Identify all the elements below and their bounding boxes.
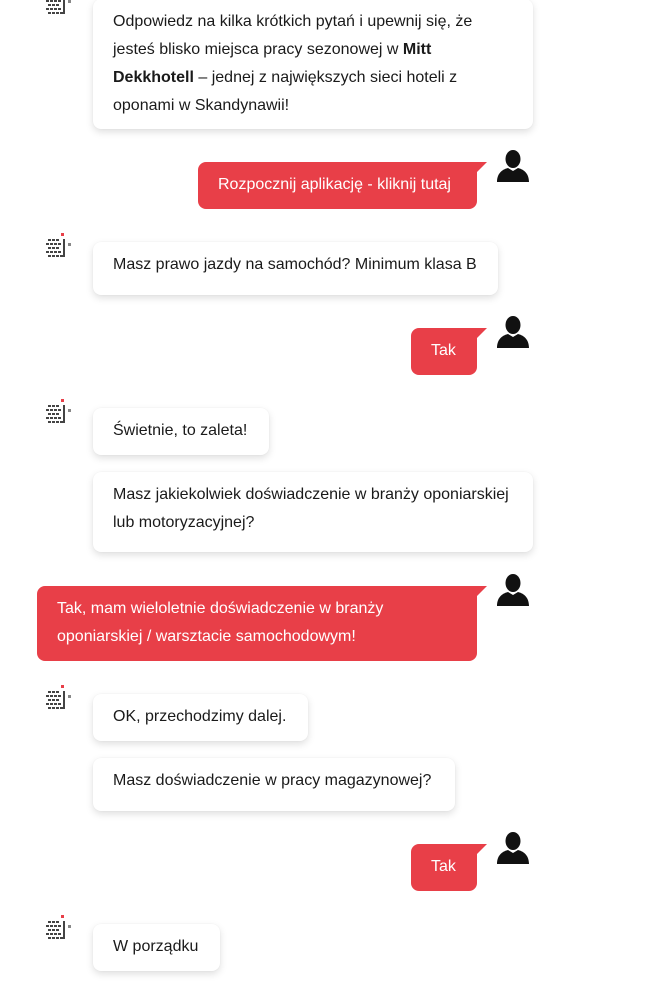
user-message bbox=[411, 844, 477, 891]
message-text: Świetnie, to zaleta! bbox=[113, 422, 248, 439]
bot-logo-icon bbox=[44, 911, 78, 943]
company-name: Mitt Dekkhotell bbox=[113, 41, 432, 86]
user-silhouette-icon bbox=[496, 148, 530, 182]
message-text: W porządku bbox=[113, 938, 199, 955]
message-text: Tak bbox=[431, 342, 456, 359]
bot-logo-icon bbox=[44, 229, 78, 261]
message-text: Rozpocznij aplikację - kliknij tutaj bbox=[218, 176, 451, 193]
bot-message bbox=[93, 0, 533, 129]
bot-logo-icon bbox=[44, 0, 78, 18]
message-text: Masz doświadczenie w pracy magazynowej? bbox=[113, 772, 432, 789]
user-message bbox=[411, 328, 477, 375]
bot-logo-icon bbox=[44, 395, 78, 427]
user-message bbox=[37, 586, 477, 661]
message-text: – jednej z największych sieci hoteli z oponami w Skandynawii! bbox=[113, 69, 458, 114]
bot-message bbox=[93, 472, 533, 552]
bot-logo-icon bbox=[44, 681, 78, 713]
bot-message bbox=[93, 694, 308, 741]
start-application-button[interactable] bbox=[198, 162, 477, 209]
message-text: Masz prawo jazdy na samochód? Minimum klasa B bbox=[113, 256, 477, 273]
user-silhouette-icon bbox=[496, 830, 530, 864]
bot-message bbox=[93, 408, 269, 455]
message-text: Odpowiedz na kilka krótkich pytań i upewnij się, że jesteś blisko miejsca pracy sezonowej w bbox=[113, 13, 473, 58]
user-silhouette-icon bbox=[496, 314, 530, 348]
bot-message bbox=[93, 758, 455, 811]
bot-message bbox=[93, 924, 220, 971]
message-text: Tak bbox=[431, 858, 456, 875]
message-text: Masz jakiekolwiek doświadczenie w branży oponiarskiej lub motoryzacyjnej? bbox=[113, 486, 509, 531]
user-silhouette-icon bbox=[496, 572, 530, 606]
message-text: Tak, mam wieloletnie doświadczenie w branży oponiarskiej / warsztacie samochodowym! bbox=[57, 600, 384, 645]
bot-message bbox=[93, 242, 498, 295]
message-text: OK, przechodzimy dalej. bbox=[113, 708, 287, 725]
